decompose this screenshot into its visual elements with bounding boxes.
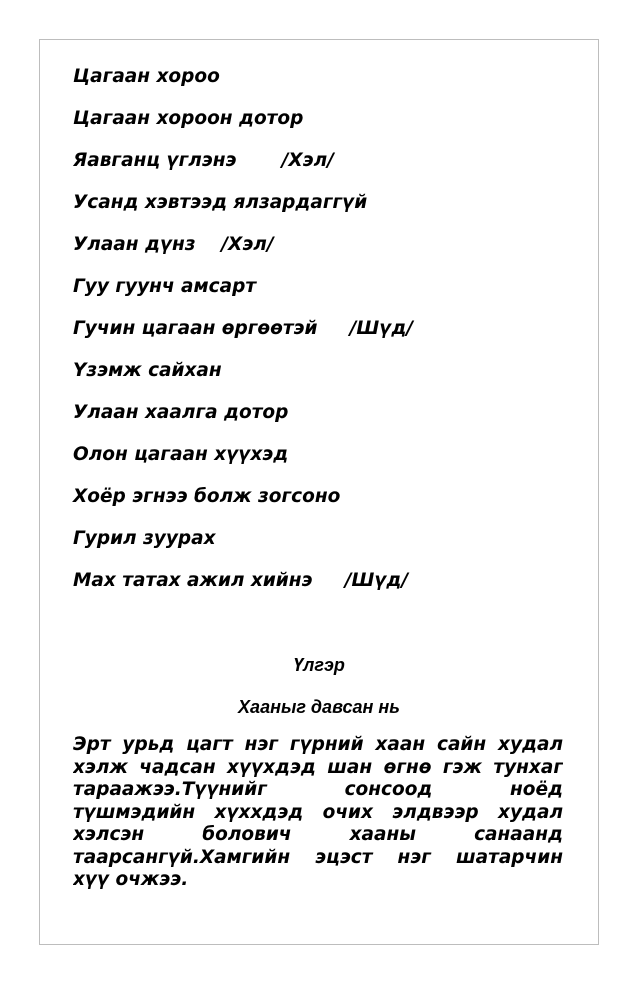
- riddle-line-7: Гучин цагаан өргөөтэй /Шүд/: [73, 318, 414, 339]
- riddle-line-4: Усанд хэвтээд ялзардаггүй: [73, 192, 368, 213]
- riddle-line-9: Улаан хаалга дотор: [73, 402, 289, 423]
- story-line-4: түшмэдийн хүххдэд очих элдвээр худал: [73, 801, 563, 823]
- story-paragraph: [73, 734, 563, 892]
- story-line-3: тараажээ.Түүнийг сонсоод ноёд: [73, 779, 563, 800]
- story-title: Хааныг давсан нь: [238, 697, 400, 717]
- riddle-line-13: Мах татах ажил хийнэ /Шүд/: [73, 570, 409, 591]
- story-line-5: хэлсэн болович хааны санаанд: [73, 824, 563, 845]
- riddle-line-3: Яавганц үглэнэ /Хэл/: [73, 150, 334, 171]
- story-line-2: хэлж чадсан хүүхдэд шан өгнө гэж тунхаг: [73, 756, 563, 778]
- riddle-line-12: Гурил зуурах: [73, 528, 216, 549]
- riddle-line-1: Цагаан хороо: [73, 66, 220, 87]
- riddle-line-8: Үзэмж сайхан: [73, 360, 222, 381]
- riddle-line-10: Олон цагаан хүүхэд: [73, 444, 289, 465]
- riddle-line-11: Хоёр эгнээ болж зогсоно: [73, 486, 341, 507]
- riddle-line-2: Цагаан хороон дотор: [73, 108, 304, 129]
- story-line-6: таарсангүй.Хамгийн эцэст нэг шатарчин: [73, 846, 563, 868]
- riddle-line-6: Гуу гуунч амсарт: [73, 276, 257, 297]
- story-line-1: Эрт урьд цагт нэг гүрний хаан сайн худал: [73, 734, 563, 755]
- section-title: Үлгэр: [293, 655, 345, 675]
- story-line-7: хүү очжээ.: [73, 869, 189, 890]
- riddle-line-5: Улаан дүнз /Хэл/: [73, 234, 274, 255]
